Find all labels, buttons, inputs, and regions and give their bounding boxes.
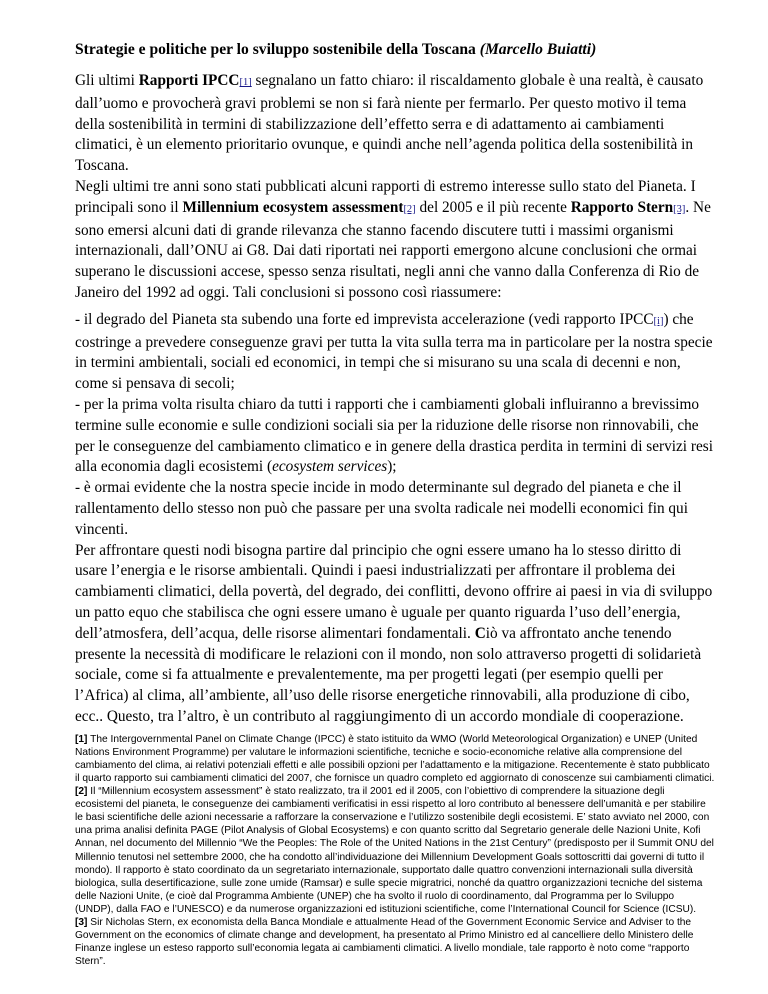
bullet-economie: - per la prima volta risulta chiaro da tutti i rapporti che i cambiamenti globali influiranno a brevissimo termine sulle economie e sulle condizioni sociali sia per la riduzione delle risorse non rinnovabili, che per le conseguenze del cambiamento climatico e in genere della drastica perdita in termini di servizi resi alla economia dagli ecosistemi (ecosystem services); bbox=[75, 395, 713, 476]
paragraph-intro: Gli ultimi Rapporti IPCC[1] segnalano un fatto chiaro: il riscaldamento globale è una realtà, è causato dall’uomo e provocherà gravi problemi se non si farà niente per fermarlo. Per questo motivo il tema della sostenibilità in termini di stabilizzazione dell’effetto serra e di adattamento ai cambiamenti climatici, è un elemento prioritario ovunque, e quindi anche nell’agenda politica della sostenibilità in Toscana. bbox=[75, 72, 704, 175]
bullet-degrado: - il degrado del Pianeta sta subendo una forte ed imprevista accelerazione (vedi rapporto IPCC[i]) che costringe a prevedere conseguenze gravi per tutta la vita sulla terra ma in particolare per la nostra specie in termini ambientali, sociali ed economici, in tempi che si misurano su una scala di decenni e non, come si pensava di secoli; bbox=[75, 310, 713, 393]
footnote-3: [3] Sir Nicholas Stern, ex economista della Banca Mondiale e attualmente Head of the Government Economic Service and Adviser to the Government on the economics of climate change and development, ha presentato al Primo Ministro ed al cancelliere dello Ministero delle Finanze inglese un esteso rapporto sull’economia legata ai cambiamenti climatici. A livello mondiale, tale rapporto è noto come “rapporto Stern”. bbox=[75, 917, 694, 968]
footnote-link-3[interactable]: [3] bbox=[673, 203, 686, 215]
author-name: (Marcello Buiatti) bbox=[479, 41, 597, 58]
footnote-1: [1] The Intergovernmental Panel on Climate Change (IPCC) è stato istituito da WMO (World Meteorological Organization) e UNEP (United Nations Environment Programme) per valutare le informazioni scientifiche, tecniche e socio-economiche relative alla comprensione del cambiamento del clima, ai relativi potenziali effetti e alle possibili opzioni per l’adattamento e la mitigazione. Recentemente è stato pubblicato il quarto rapporto sui cambiamenti climatici del 2007, che fornisce un quadro completo ed aggiornato di conoscenze sui cambiamenti climatici. bbox=[75, 733, 715, 784]
bullet-specie: - è ormai evidente che la nostra specie incide in modo determinante sul degrado del pianeta e che il rallentamento dello stesso non può che passare per una svolta radicale nei modelli economici fin qui vincenti. bbox=[75, 479, 688, 538]
footnotes-section bbox=[75, 733, 715, 969]
document-body bbox=[75, 40, 715, 968]
footnote-link-2[interactable]: [2] bbox=[403, 203, 416, 215]
footnote-link-1[interactable]: [1] bbox=[239, 77, 252, 88]
paragraph-principio: Per affrontare questi nodi bisogna partire dal principio che ogni essere umano ha lo stesso diritto di usare l’energia e le risorse ambientali. Quindi i paesi industrializzati per affrontare il problema dei cambiamenti climatici, della povertà, del degrado, dei conflitti, devono offrire ai paesi in via di sviluppo un patto equo che stabilisca che ogni essere umano è uguale per quanto riguarda l’uso dell’energia, dell’atmosfera, dell’acqua, delle risorse alimentari fondamentali. Ciò va affrontato anche tenendo presente la necessità di modificare le relazioni con il mondo, non solo attraverso progetti di solidarietà sociale, come si fa attualmente e prevalentemente, ma per progetti legati (per esempio quelli per l’Africa) al clima, all’ambiente, all’uso delle risorse energetiche rinnovabili, alla produzione di cibo, ecc.. Questo, tra l’altro, è un contributo al raggiungimento di un accordo mondiale di cooperazione. bbox=[75, 541, 713, 725]
paragraph-reports: Negli ultimi tre anni sono stati pubblicati alcuni rapporti di estremo interesse sullo stato del Pianeta. I principali sono il Millennium ecosystem assessment[2] del 2005 e il più recente Rapporto Stern[3]. Ne sono emersi alcuni dati di grande rilevanza che stanno facendo discutere tutti i massimi organismi internazionali, dall’ONU ai G8. Dai dati riportati nei rapporti emergono alcune conclusioni che ormai superano le discussioni accese, spesso senza risultati, negli anni che vanno dalla Conferenza di Rio de Janeiro del 1992 ad oggi. Tali conclusioni si possono così riassumere: bbox=[75, 177, 711, 301]
footnote-number: [2] bbox=[75, 786, 88, 798]
endnote-link-i[interactable]: [i] bbox=[653, 315, 664, 327]
footnote-number: [3] bbox=[75, 917, 88, 929]
footnote-number: [1] bbox=[75, 733, 88, 745]
document-title: Strategie e politiche per lo sviluppo sostenibile della Toscana (Marcello Buiatti) bbox=[75, 41, 597, 58]
footnote-2: [2] Il “Millennium ecosystem assessment” è stato realizzato, tra il 2001 ed il 2005, con l’obiettivo di comprendere la situazione degli ecosistemi del pianeta, le conseguenze dei cambiamenti verificatisi in essi rispetto al loro contributo al benessere dell’umanità e per stabilire le basi scientifiche delle azioni necessarie a rafforzare la conservazione e l’utilizzo sostenibile degli ecosistemi. E’ stato avviato nel 2000, con una prima analisi definita PAGE (Pilot Analysis of Global Ecosystems) e con quanto scritto dal Segretario generale delle Nazioni Unite, Kofi Annan, nel documento del Millennio “We the Peoples: The Role of the United Nations in the 21st Century” (predisposto per il Summit ONU del Millennio tenutosi nel settembre 2000, che ha condotto all’individuazione dei Millennium Development Goals sottoscritti dai governi di tutto il mondo). Il rapporto è stato coordinato da un segretariato internazionale, supportato dalle quattro convenzioni internazionali sulla diversità biologica, sulla desertificazione, sulle zone umide (Ramsar) e sulle specie migratrici, nonché da quattro organizzazioni tecniche del sistema delle Nazioni Unite, (e cioè dal Programma Ambiente (UNEP) che ha svolto il ruolo di coordinamento, dal Programma per lo Sviluppo (UNDP), dalla FAO e l’UNESCO) e da numerose organizzazioni ed istituzioni scientifiche, come l’International Council for Science (ICSU). bbox=[75, 786, 714, 915]
